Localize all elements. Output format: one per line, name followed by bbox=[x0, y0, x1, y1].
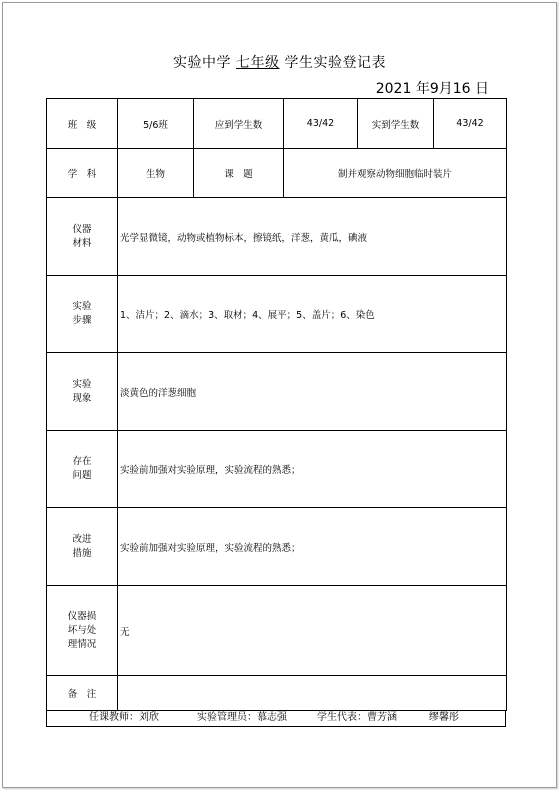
expected-students-label: 应到学生数 bbox=[194, 99, 284, 149]
class-label: 班 级 bbox=[47, 99, 118, 149]
class-row bbox=[47, 99, 507, 149]
remarks-label: 备 注 bbox=[47, 676, 118, 711]
signature-footer bbox=[46, 710, 506, 727]
student-rep-signature: 学生代表：曹芳涵 bbox=[317, 712, 397, 723]
topic-label: 课 题 bbox=[194, 149, 284, 198]
class-value: 5/6班 bbox=[118, 99, 194, 149]
subject-row bbox=[47, 149, 507, 198]
subject-value: 生物 bbox=[118, 149, 194, 198]
improvements-row bbox=[47, 508, 507, 586]
steps-row bbox=[47, 276, 507, 353]
equipment-value: 光学显微镜，动物或植物标本，擦镜纸，洋葱，黄瓜，碘液 bbox=[118, 198, 507, 276]
steps-label: 实验 步骤 bbox=[47, 276, 118, 353]
equipment-row bbox=[47, 198, 507, 276]
form-date bbox=[376, 78, 489, 98]
damage-row bbox=[47, 586, 507, 676]
expected-students-value: 43/42 bbox=[284, 99, 358, 149]
topic-value: 制并观察动物细胞临时装片 bbox=[284, 149, 507, 198]
remarks-row bbox=[47, 676, 507, 711]
date-year: 2021 bbox=[375, 81, 412, 97]
damage-value: 无 bbox=[118, 586, 507, 676]
problems-row bbox=[47, 431, 507, 508]
student-rep2-signature: 缪馨彤 bbox=[429, 712, 459, 723]
school-name: 实验中学 bbox=[173, 55, 232, 71]
teacher-signature: 任课教师：刘欣 bbox=[89, 712, 159, 723]
equipment-label: 仪器 材料 bbox=[47, 198, 118, 276]
subject-label: 学 科 bbox=[47, 149, 118, 198]
grade-name: 七年级 bbox=[236, 55, 280, 71]
improvements-value: 实验前加强对实验原理，实验流程的熟悉； bbox=[118, 508, 507, 586]
steps-value: 1、洁片；2、滴水；3、取材；4、展平；5、盖片；6、染色 bbox=[118, 276, 507, 353]
registration-table bbox=[46, 98, 507, 711]
problems-value: 实验前加强对实验原理，实验流程的熟悉； bbox=[118, 431, 507, 508]
improvements-label: 改进 措施 bbox=[47, 508, 118, 586]
problems-label: 存在 问题 bbox=[47, 431, 118, 508]
date-month-day: 年9月16 日 bbox=[415, 81, 489, 97]
phenomenon-row bbox=[47, 353, 507, 431]
damage-label: 仪器损 坏与处 理情况 bbox=[47, 586, 118, 676]
admin-signature: 实验管理员：慕志强 bbox=[197, 712, 287, 723]
remarks-value bbox=[118, 676, 507, 711]
actual-students-label: 实到学生数 bbox=[358, 99, 434, 149]
phenomenon-value: 淡黄色的洋葱细胞 bbox=[118, 353, 507, 431]
actual-students-value: 43/42 bbox=[434, 99, 507, 149]
form-title bbox=[0, 52, 559, 72]
phenomenon-label: 实验 现象 bbox=[47, 353, 118, 431]
form-title-text: 学生实验登记表 bbox=[284, 55, 386, 71]
